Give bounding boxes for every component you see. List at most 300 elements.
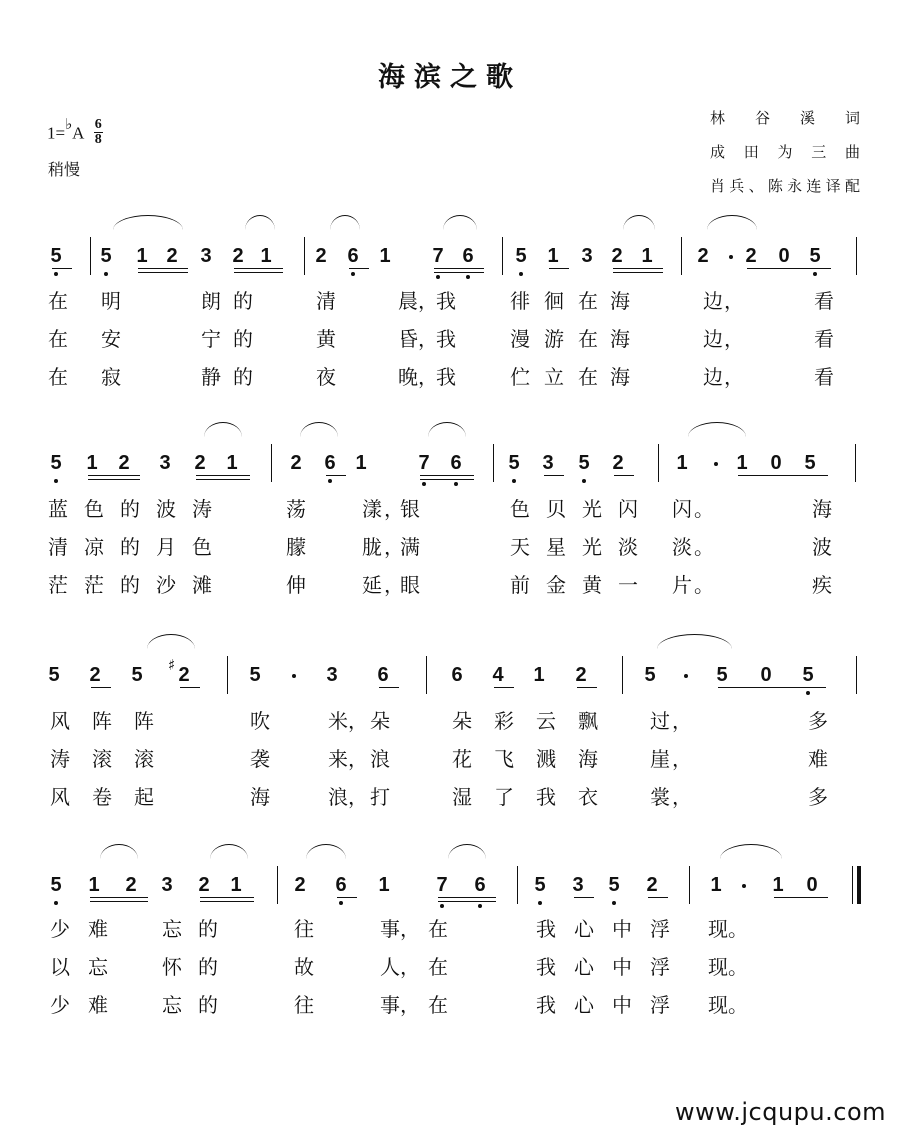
slur [113, 215, 183, 230]
lyric-char: 怀 [162, 955, 182, 979]
note: 2 [125, 874, 137, 896]
lyric-char: 昏 [398, 327, 418, 351]
lyric-char: 多 [808, 709, 828, 733]
note: 5 [47, 245, 65, 267]
note: 1 [736, 452, 748, 474]
barline [681, 237, 682, 275]
note: 6 [332, 874, 350, 896]
lyric-char: 滚 [92, 747, 112, 771]
lyric-char: 星 [546, 535, 566, 559]
beam-line [738, 475, 828, 476]
barline [90, 237, 91, 275]
lyric-char: 闪 [618, 497, 638, 521]
lyric-char: ， [724, 327, 744, 351]
lyric-char: 我 [536, 955, 556, 979]
lyric-char: 云 [536, 709, 556, 733]
beam-line [138, 272, 188, 273]
note: 5 [644, 664, 656, 686]
note: 2 [697, 245, 709, 267]
lyric-char: 往 [294, 993, 314, 1017]
lyric-char: 起 [134, 785, 154, 809]
lyric-char: 了 [494, 785, 514, 809]
beam-line [52, 268, 72, 269]
lyric-char: 光 [582, 497, 602, 521]
note: 0 [770, 452, 782, 474]
lyric-char: 少 [50, 917, 70, 941]
slur [657, 634, 732, 649]
lyric-char: 吹 [250, 709, 270, 733]
note: 3 [581, 245, 593, 267]
beam-line [614, 475, 634, 476]
note: 1 [86, 452, 98, 474]
note: 0 [760, 664, 772, 686]
slur [720, 844, 782, 859]
beam-line [234, 272, 283, 273]
beam-line [337, 897, 357, 898]
lyric-char: 彩 [494, 709, 514, 733]
lyric-char: 黄 [316, 327, 336, 351]
lyric-char: 在 [428, 955, 448, 979]
lyric-char: 波 [156, 497, 176, 521]
note: 4 [492, 664, 504, 686]
lyric-char: 朵 [452, 709, 472, 733]
note: 5 [249, 664, 261, 686]
augmentation-dot [729, 255, 733, 259]
note: 1 [378, 874, 390, 896]
beam-line [577, 687, 597, 688]
lyric-char: 波 [812, 535, 832, 559]
note: 5 [575, 452, 593, 474]
lyric-char: 安 [101, 327, 121, 351]
note: 2 [166, 245, 178, 267]
lyric-char: ， [384, 535, 404, 559]
note: 1 [676, 452, 688, 474]
note: 5 [804, 452, 816, 474]
barline [658, 444, 659, 482]
lyric-char: 明 [101, 289, 121, 313]
note: 5 [505, 452, 523, 474]
lyric-char: 阵 [92, 709, 112, 733]
lyric-char: 。 [728, 917, 748, 941]
note: 2 [178, 664, 190, 686]
lyric-char: 心 [574, 993, 594, 1017]
lyric-char: 过 [650, 709, 670, 733]
lyric-char: 延 [362, 573, 382, 597]
note: 2 [232, 245, 244, 267]
note: 2 [612, 452, 624, 474]
lyric-char: 的 [233, 289, 253, 313]
note: 5 [131, 664, 143, 686]
beam-line [747, 268, 831, 269]
lyric-char: ， [724, 365, 744, 389]
lyric-char: 花 [452, 747, 472, 771]
lyric-char: ， [384, 497, 404, 521]
lyric-char: 心 [574, 917, 594, 941]
lyric-char: 夜 [316, 365, 336, 389]
barline [277, 866, 278, 904]
note: 1 [230, 874, 242, 896]
lyric-char: ， [400, 955, 420, 979]
beam-line [88, 479, 140, 480]
lyric-char: 海 [812, 497, 832, 521]
lyric-char: 片 [672, 573, 692, 597]
beam-line [200, 901, 254, 902]
lyric-char: 袭 [250, 747, 270, 771]
note: 2 [315, 245, 327, 267]
note: 3 [326, 664, 338, 686]
lyric-char: 人 [380, 955, 400, 979]
beam-line [326, 475, 346, 476]
beam-line [613, 272, 663, 273]
lyric-char: 凉 [84, 535, 104, 559]
note: 3 [542, 452, 554, 474]
note: 6 [321, 452, 339, 474]
lyric-char: 晚 [398, 365, 418, 389]
note: 5 [48, 664, 60, 686]
note: 2 [745, 245, 757, 267]
lower-octave-dot [328, 479, 332, 483]
barline [426, 656, 427, 694]
lyric-char: 色 [192, 535, 212, 559]
lyric-char: 在 [578, 289, 598, 313]
note: 1 [772, 874, 784, 896]
lyric-char: 的 [198, 993, 218, 1017]
note: 3 [572, 874, 584, 896]
lyric-char: 米 [328, 709, 348, 733]
note: 7 [429, 245, 447, 267]
lyric-char: 沙 [156, 573, 176, 597]
lower-octave-dot [454, 482, 458, 486]
beam-line [434, 272, 484, 273]
note: 6 [451, 664, 463, 686]
lyric-char: 在 [48, 327, 68, 351]
lyric-char: 我 [536, 917, 556, 941]
final-barline [852, 866, 861, 904]
beam-line [774, 897, 828, 898]
augmentation-dot [684, 674, 688, 678]
note: 5 [47, 452, 65, 474]
barline [856, 656, 857, 694]
beam-line [90, 901, 148, 902]
barline [271, 444, 272, 482]
beam-line [718, 687, 826, 688]
note: 5 [47, 874, 65, 896]
lyric-char: 故 [294, 955, 314, 979]
beam-line [420, 479, 474, 480]
lyric-char: 浪 [328, 785, 348, 809]
lyric-char: 满 [400, 535, 420, 559]
key-signature [47, 117, 103, 149]
beam-line [438, 897, 496, 898]
beam-line [420, 475, 474, 476]
beam-line [494, 687, 514, 688]
lyric-char: 海 [250, 785, 270, 809]
lyric-char: 。 [694, 535, 714, 559]
note: 6 [471, 874, 489, 896]
lyric-char: ， [348, 747, 368, 771]
note: 1 [136, 245, 148, 267]
website-watermark: www.jcqupu.com [675, 1098, 886, 1126]
lyric-char: 现 [708, 955, 728, 979]
lyric-char: 光 [582, 535, 602, 559]
lyric-char: 徘 [510, 289, 530, 313]
beam-line [196, 475, 250, 476]
beam-line [434, 268, 484, 269]
beam-line [574, 897, 594, 898]
beam-line [91, 687, 111, 688]
beam-line [379, 687, 399, 688]
note: 2 [194, 452, 206, 474]
note: 2 [575, 664, 587, 686]
lower-octave-dot [478, 904, 482, 908]
slur [448, 844, 486, 859]
lyric-char: 色 [84, 497, 104, 521]
lyric-char: 以 [50, 955, 70, 979]
lyric-char: 滚 [134, 747, 154, 771]
lyric-char: 我 [436, 365, 456, 389]
beam-line [90, 897, 148, 898]
note: 5 [512, 245, 530, 267]
lyric-char: ， [348, 785, 368, 809]
note: 1 [547, 245, 559, 267]
note: 1 [88, 874, 100, 896]
note: 2 [118, 452, 130, 474]
lyric-char: 银 [400, 497, 420, 521]
lyric-char: ， [418, 327, 438, 351]
lyric-char: 在 [428, 993, 448, 1017]
lyric-char: 衣 [578, 785, 598, 809]
lyric-char: 伸 [286, 573, 306, 597]
lyric-char: 。 [694, 573, 714, 597]
lyric-char: 飘 [578, 709, 598, 733]
lower-octave-dot [339, 901, 343, 905]
lyric-char: 飞 [494, 747, 514, 771]
lyric-char: 难 [88, 993, 108, 1017]
lyric-char: 我 [436, 327, 456, 351]
credit-line: 肖兵、陈永连译配 [710, 177, 860, 195]
lyric-char: 浮 [650, 993, 670, 1017]
lyric-char: 看 [814, 327, 834, 351]
slur [707, 215, 757, 230]
note: 1 [533, 664, 545, 686]
lyric-char: 漫 [510, 327, 530, 351]
lyric-char: 边 [703, 289, 723, 313]
lyric-char: 在 [428, 917, 448, 941]
beam-line [196, 479, 250, 480]
lyric-char: 的 [198, 917, 218, 941]
lyric-char: 的 [120, 573, 140, 597]
note: 3 [200, 245, 212, 267]
augmentation-dot [714, 462, 718, 466]
lyric-char: 打 [370, 785, 390, 809]
beam-line [138, 268, 188, 269]
lyric-char: 蓝 [48, 497, 68, 521]
lyric-char: 忘 [162, 993, 182, 1017]
lyric-char: ， [384, 573, 404, 597]
lyric-char: 浮 [650, 917, 670, 941]
lyric-char: 涛 [192, 497, 212, 521]
lyric-char: 边 [703, 365, 723, 389]
note: 1 [710, 874, 722, 896]
note: 1 [226, 452, 238, 474]
lyric-char: 的 [120, 497, 140, 521]
lyric-char: 金 [546, 573, 566, 597]
slur [245, 215, 275, 230]
lyric-char: 闪 [672, 497, 692, 521]
beam-line [234, 268, 283, 269]
slur [204, 422, 242, 437]
lyric-char: 静 [201, 365, 221, 389]
lyric-char: 朗 [201, 289, 221, 313]
lyric-char: ， [672, 709, 692, 733]
lyric-char: 边 [703, 327, 723, 351]
lyric-char: 游 [544, 327, 564, 351]
slur [306, 844, 346, 859]
note: 1 [355, 452, 367, 474]
song-title: 海滨之歌 [378, 62, 522, 93]
barline [304, 237, 305, 275]
note: 0 [806, 874, 818, 896]
lower-octave-dot [351, 272, 355, 276]
lyric-char: ， [348, 709, 368, 733]
credit-line: 林谷溪词 [710, 109, 860, 127]
slur [688, 422, 746, 437]
augmentation-dot [292, 674, 296, 678]
barline [493, 444, 494, 482]
lyric-char: 来 [328, 747, 348, 771]
barline [622, 656, 623, 694]
note: 2 [290, 452, 302, 474]
lyric-char: 忘 [88, 955, 108, 979]
lyric-char: ， [672, 785, 692, 809]
barline [517, 866, 518, 904]
note: 5 [531, 874, 549, 896]
lyric-char: ， [418, 365, 438, 389]
lower-octave-dot [440, 904, 444, 908]
lyric-char: 荡 [286, 497, 306, 521]
slur [623, 215, 655, 230]
lyric-char: 。 [728, 993, 748, 1017]
lyric-char: 事 [380, 917, 400, 941]
lyric-char: 的 [233, 327, 253, 351]
note: 2 [646, 874, 658, 896]
lyric-char: 浪 [370, 747, 390, 771]
lyric-char: 淡 [618, 535, 638, 559]
lyric-char: 涛 [50, 747, 70, 771]
note: 1 [260, 245, 272, 267]
slur [330, 215, 360, 230]
lyric-char: 我 [536, 993, 556, 1017]
lower-octave-dot [612, 901, 616, 905]
lyric-char: 海 [610, 327, 630, 351]
lyric-char: 风 [50, 709, 70, 733]
lyric-char: 往 [294, 917, 314, 941]
barline [856, 237, 857, 275]
lyric-char: 茫 [48, 573, 68, 597]
time-signature [94, 118, 103, 147]
tempo-marking: 稍慢 [48, 160, 81, 179]
lower-octave-dot [512, 479, 516, 483]
lyric-char: 风 [50, 785, 70, 809]
lyric-char: 中 [612, 917, 632, 941]
lyric-char: 的 [233, 365, 253, 389]
credit-line: 成田为三曲 [710, 143, 860, 161]
note: 6 [344, 245, 362, 267]
note: 3 [159, 452, 171, 474]
lyric-char: 忘 [162, 917, 182, 941]
lyric-char: 看 [814, 365, 834, 389]
lyric-char: 胧 [362, 535, 382, 559]
beam-line [88, 475, 140, 476]
lyric-char: 前 [510, 573, 530, 597]
note: 2 [294, 874, 306, 896]
sharp-icon: ♯ [168, 656, 176, 674]
note: 3 [161, 874, 173, 896]
lyric-char: 在 [578, 327, 598, 351]
lyric-char: 的 [120, 535, 140, 559]
lyric-char: 朵 [370, 709, 390, 733]
lyric-char: 我 [436, 289, 456, 313]
lyric-char: 朦 [286, 535, 306, 559]
lyric-char: 一 [618, 573, 638, 597]
note: 5 [605, 874, 623, 896]
lyric-char: ， [418, 289, 438, 313]
lyric-char: 色 [510, 497, 530, 521]
note: 5 [806, 245, 824, 267]
lyric-char: 我 [536, 785, 556, 809]
lyric-char: 难 [808, 747, 828, 771]
barline [689, 866, 690, 904]
lower-octave-dot [54, 272, 58, 276]
lyric-char: 滩 [192, 573, 212, 597]
lyric-char: 在 [48, 365, 68, 389]
beam-line [438, 901, 496, 902]
lyric-char: 清 [316, 289, 336, 313]
beam-line [544, 475, 564, 476]
time-top: 6 [94, 117, 102, 132]
lyric-char: 徊 [544, 289, 564, 313]
lyric-char: 裳 [650, 785, 670, 809]
slur [147, 634, 195, 649]
note: 6 [377, 664, 389, 686]
lyric-char: 浮 [650, 955, 670, 979]
lyric-char: 心 [574, 955, 594, 979]
note: 5 [716, 664, 728, 686]
lyric-char: 现 [708, 917, 728, 941]
lyric-char: 清 [48, 535, 68, 559]
lyric-char: 淡 [672, 535, 692, 559]
lyric-char: 在 [48, 289, 68, 313]
lower-octave-dot [806, 691, 810, 695]
lyric-char: 阵 [134, 709, 154, 733]
note: 5 [97, 245, 115, 267]
lyric-char: 溅 [536, 747, 556, 771]
lower-octave-dot [104, 272, 108, 276]
note: 6 [447, 452, 465, 474]
beam-line [613, 268, 663, 269]
note: 2 [198, 874, 210, 896]
lyric-char: 海 [578, 747, 598, 771]
lyric-char: 天 [510, 535, 530, 559]
augmentation-dot [742, 884, 746, 888]
beam-line [349, 268, 369, 269]
time-bottom: 8 [94, 132, 102, 147]
lyric-char: 贝 [546, 497, 566, 521]
lower-octave-dot [54, 479, 58, 483]
slur [443, 215, 477, 230]
lyric-char: 宁 [201, 327, 221, 351]
barline [502, 237, 503, 275]
